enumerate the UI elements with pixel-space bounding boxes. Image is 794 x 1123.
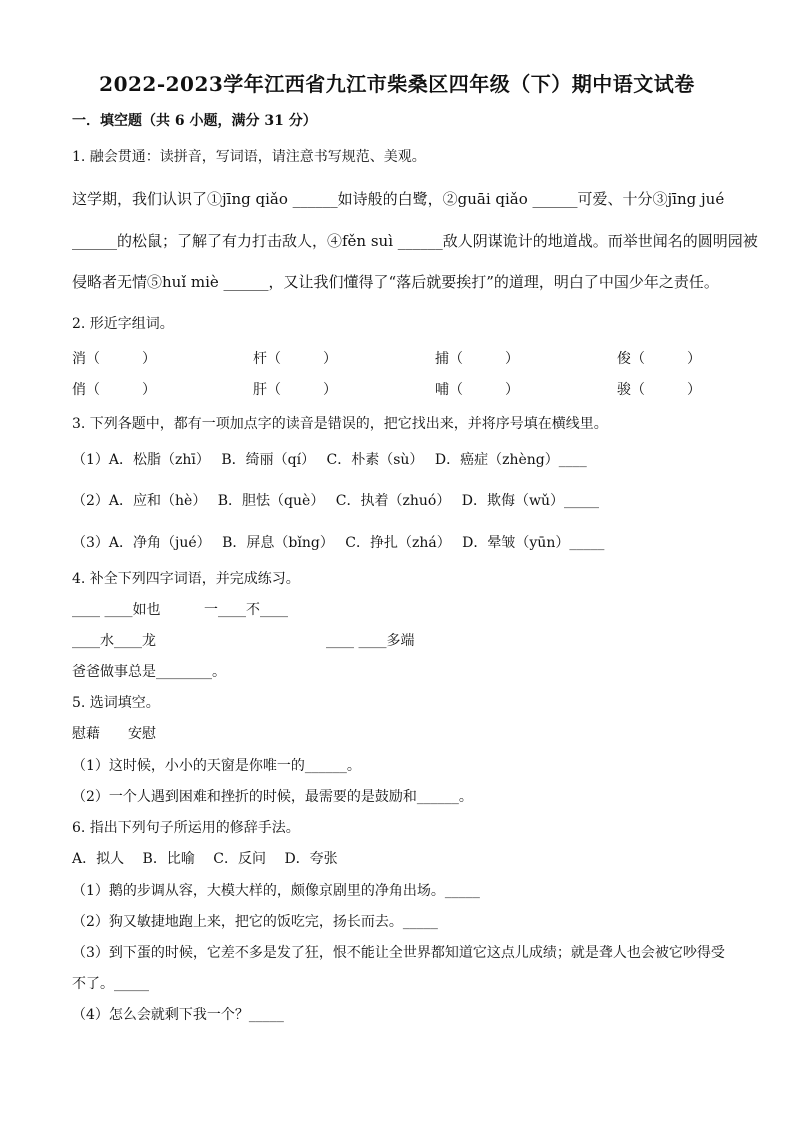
q6-item: （3）到下蛋的时候，它差不多是发了狂，恨不能让全世界都知道它这点儿成绩；就是聋人也会被它吵得受 (72, 945, 725, 961)
q2-cell: 骏（ ） (617, 382, 701, 398)
q1-line1: 这学期，我们认识了①jīng qiǎo ______如诗般的白鹭，②guāi qiǎo ______可爱、十分③jīng jué (72, 190, 725, 208)
q2-cell: 捕（ ） (435, 351, 519, 367)
q2-prompt: 2. 形近字组词。 (72, 316, 174, 332)
q5-options: 慰藉 安慰 (72, 726, 156, 742)
q6-item: （1）鹅的步调从容，大模大样的，颇像京剧里的净角出场。_____ (72, 883, 480, 899)
q1-prompt: 1. 融会贯通：读拼音，写词语，请注意书写规范、美观。 (72, 149, 426, 165)
q2-cell: 消（ ） (72, 351, 156, 367)
q4-idiom: ____ ____如也 (72, 602, 161, 618)
q6-item: （2）狗又敏捷地跑上来，把它的饭吃完，扬长而去。_____ (72, 914, 438, 930)
q3-prompt: 3. 下列各题中，都有一项加点字的读音是错误的，把它找出来，并将序号填在横线里。 (72, 416, 608, 432)
q2-cell: 俏（ ） (72, 382, 156, 398)
q2-cell: 肝（ ） (253, 382, 337, 398)
q2-cell: 俊（ ） (617, 351, 701, 367)
q4-prompt: 4. 补全下列四字词语，并完成练习。 (72, 571, 300, 587)
q2-cell: 杆（ ） (253, 351, 337, 367)
section-heading: 一．填空题（共 6 小题，满分 31 分） (72, 113, 317, 129)
q6-item: （4）怎么会就剩下我一个？_____ (72, 1007, 284, 1023)
q1-line3: 侵略者无情⑤huǐ miè ______，又让我们懂得了“落后就要挨打”的道理，明白了中国少年之责任。 (72, 273, 719, 291)
exam-title: 2022-2023学年江西省九江市柴桑区四年级（下）期中语文试卷 (99, 72, 695, 96)
q3-item: （3）A．净角（jué） B．屏息（bǐng） C．挣扎（zhá） D．晕皱（yūn）_____ (72, 535, 605, 551)
q5-item: （2）一个人遇到困难和挫折的时候，最需要的是鼓励和______。 (72, 789, 473, 805)
q4-sentence: 爸爸做事总是________。 (72, 664, 226, 680)
q3-item: （1）A．松脂（zhī） B．绮丽（qí） C．朴素（sù） D．癌症（zhèng）____ (72, 452, 587, 468)
q6-options: A．拟人 B．比喻 C．反问 D．夸张 (72, 851, 338, 867)
q4-idiom: 一____不____ (204, 602, 288, 618)
q5-item: （1）这时候，小小的天窗是你唯一的______。 (72, 758, 361, 774)
q1-line2: ______的松鼠；了解了有力打击敌人，④fěn suì ______敌人阴谋诡计的地道战。而举世闻名的圆明园被 (72, 232, 758, 250)
q4-idiom: ____ ____多端 (326, 633, 415, 649)
q3-item: （2）A．应和（hè） B．胆怯（què） C．执着（zhuó） D．欺侮（wǔ）_____ (72, 493, 599, 509)
q5-prompt: 5. 选词填空。 (72, 695, 160, 711)
q6-item-continued: 不了。_____ (72, 976, 149, 992)
q6-prompt: 6. 指出下列句子所运用的修辞手法。 (72, 820, 300, 836)
q2-cell: 哺（ ） (435, 382, 519, 398)
q4-idiom: ____水____龙 (72, 633, 156, 649)
